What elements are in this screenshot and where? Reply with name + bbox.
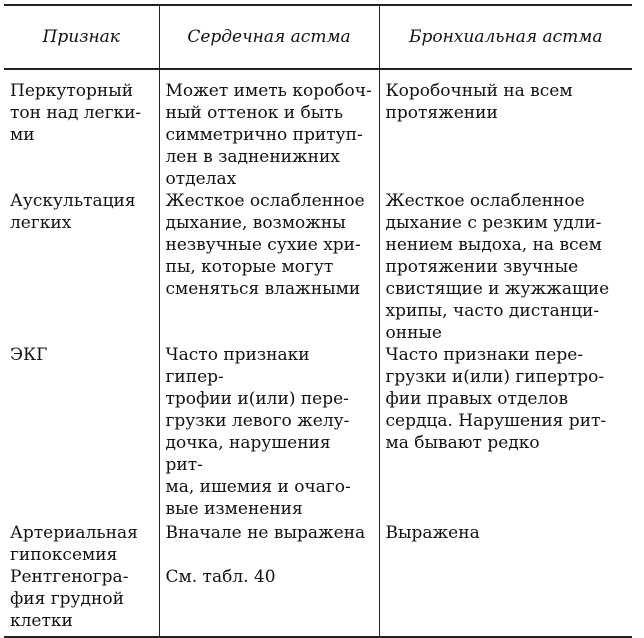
- comparison-table: [4, 4, 632, 638]
- sign-cell: Артериальная гипоксемия: [10, 523, 138, 565]
- sign-cell: Перкуторный тон над легки- ми: [10, 81, 142, 145]
- cardiac-cell: См. табл. 40: [159, 566, 379, 637]
- bronchial-cell: Жесткое ослабленное дыхание с резким удли- нением выдоха, на всем протяжении звучные свистящие и жужжащие хрипы, часто дистанци- онные: [379, 190, 632, 344]
- bronchial-cell: Коробочный на всем протяжении: [379, 69, 632, 190]
- table-row: [4, 344, 632, 522]
- sign-cell: ЭКГ: [10, 345, 48, 365]
- table-row: [4, 522, 632, 566]
- table-row: [4, 190, 632, 344]
- header-sign: Признак: [4, 5, 159, 69]
- header-cardiac-asthma: Сердечная астма: [159, 5, 379, 69]
- bronchial-cell: Часто признаки пере- грузки и(или) гипертро- фии правых отделов сердца. Нарушения рит- ма бывают редко: [379, 344, 632, 522]
- table-row: [4, 69, 632, 190]
- cardiac-cell: Жесткое ослабленное дыхание, возможны незвучные сухие хри- пы, которые могут сменяться влажными: [159, 190, 379, 344]
- sign-cell: Аускультация легких: [10, 191, 136, 233]
- table-row: [4, 566, 632, 637]
- cardiac-cell: Вначале не выражена: [159, 522, 379, 566]
- header-bronchial-asthma: Бронхиальная астма: [379, 5, 632, 69]
- cardiac-cell: Часто признаки гипер- трофии и(или) пере- грузки левого желу- дочка, нарушения рит- ма, ишемия и очаго- вые изменения: [159, 344, 379, 522]
- sign-cell: Рентгеногра- фия грудной клетки: [4, 566, 159, 637]
- bronchial-cell: Выражена: [379, 522, 632, 566]
- header-row: [4, 5, 632, 69]
- cardiac-cell: Может иметь коробоч- ный оттенок и быть симметрично притуп- лен в задненижних отделах: [159, 69, 379, 190]
- bronchial-cell: [379, 566, 632, 637]
